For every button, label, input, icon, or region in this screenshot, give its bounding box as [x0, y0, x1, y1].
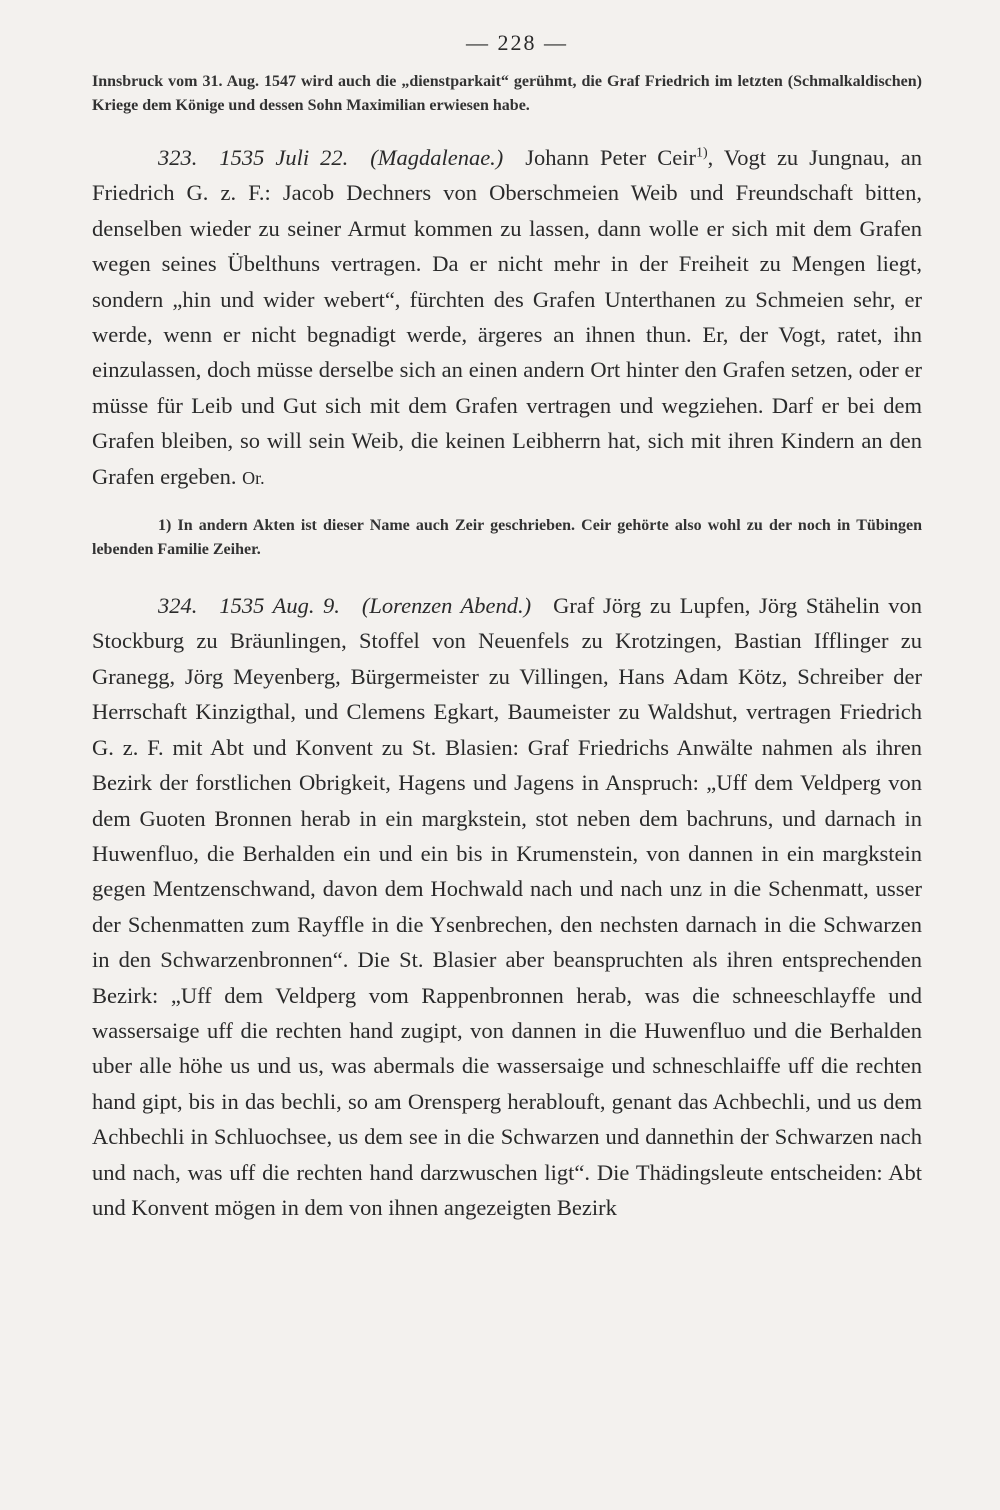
- entry-feast: (Lorenzen Abend.): [361, 593, 532, 619]
- footnote-text: 1) In andern Akten ist dieser Name auch Zeir geschrieben. Ceir gehörte also wohl zu der noch in Tübingen lebenden Familie Zeiher.: [92, 517, 922, 559]
- entry-number: 324.: [158, 593, 198, 619]
- entry-text: , Vogt zu Jungnau, an Friedrich G. z. F.: Jacob Dechners von Oberschmeien Weib und Freundschaft bitten, denselben wieder zu seiner Armut kommen zu lassen, dann wolle er sich mit dem Grafen wegen seines Übelthuns vertragen. Da er nicht mehr in der Freiheit zu Mengen liegt, sondern „hin und wider webert“, fürchten des Grafen Unterthanen zu Schmeien sehr, er werde, wenn er nicht begnadigt werde, ärgeres an ihnen thun. Er, der Vogt, ratet, ihn einzulassen, doch müsse derselbe sich an einen andern Ort hinter den Grafen setzen, oder er müsse für Leib und Gut sich mit dem Grafen vertragen und wegziehen. Darf er bei dem Grafen bleiben, so will sein Weib, die keinen Leibherrn hat, sich mit ihren Kindern an den Grafen ergeben.: [92, 145, 922, 489]
- continued-footnote-text: Innsbruck vom 31. Aug. 1547 wird auch die „dienstparkait“ gerühmt, die Graf Friedrich im letzten (Schmalkaldischen) Kriege dem Könige und dessen Sohn Maximilian erwiesen habe.: [92, 73, 922, 114]
- entry-324: [92, 588, 922, 1225]
- entry-date: 1535 Aug. 9.: [219, 593, 340, 619]
- footnote: [92, 514, 922, 562]
- entry-text-lead: Johann Peter Ceir: [525, 145, 696, 170]
- entry-date: 1535 Juli 22.: [219, 145, 349, 170]
- entry-text: Graf Jörg zu Lupfen, Jörg Stähelin von Stockburg zu Bräunlingen, Stoffel von Neuenfels zu Krotzingen, Bastian Ifflinger zu Granegg, Jörg Meyenberg, Bürgermeister zu Villingen, Hans Adam Kötz, Schreiber der Herrschaft Kinzigthal, und Clemens Egkart, Baumeister zu Waldshut, vertragen Friedrich G. z. F. mit Abt und Konvent zu St. Blasien: Graf Friedrichs Anwälte nahmen als ihren Bezirk der forstlichen Obrigkeit, Hagens und Jagens in Anspruch: „Uff dem Veldperg von dem Guoten Bronnen herab in ein margkstein, stot neben dem bachruns, und darnach in Huwenfluo, die Berhalden ein und ein bis in Krumenstein, von dannen in ein margkstein gegen Mentzenschwand, davon dem Hochwald nach und nach unz in die Schenmatt, usser der Schenmatten zum Rayffle in die Ysenbrechen, den nechsten darnach in die Schwarzen in den Schwarzenbronnen“. Die St. Blasier aber beanspruchten als ihren entsprechenden Bezirk: „Uff dem Veldperg vom Rappenbronnen herab, was die schneeschlayffe und wassersaige uff die rechten hand zugipt, von dannen in die Huwenfluo und die Berhalden uber alle höhe us und us, was abermals die wassersaige und schneschlaiffe uff die rechten hand gipt, bis in das bechli, so am Orensperg herablouft, genant das Achbechli, und us dem Achbechli in Schluochsee, us dem see in die Schwarzen und dannethin der Schwarzen nach und nach, was uff die rechten hand darzwuschen ligt“. Die Thädingsleute entscheiden: Abt und Konvent mögen in dem von ihnen angezeigten Bezirk: [92, 593, 922, 1220]
- entry-323: [92, 140, 922, 496]
- page-number: — 228 —: [466, 30, 568, 55]
- entry-source: Or.: [242, 467, 265, 488]
- entry-feast: (Magdalenae.): [370, 145, 504, 170]
- footnote-reference: 1): [695, 145, 708, 161]
- entry-number: 323.: [158, 145, 198, 170]
